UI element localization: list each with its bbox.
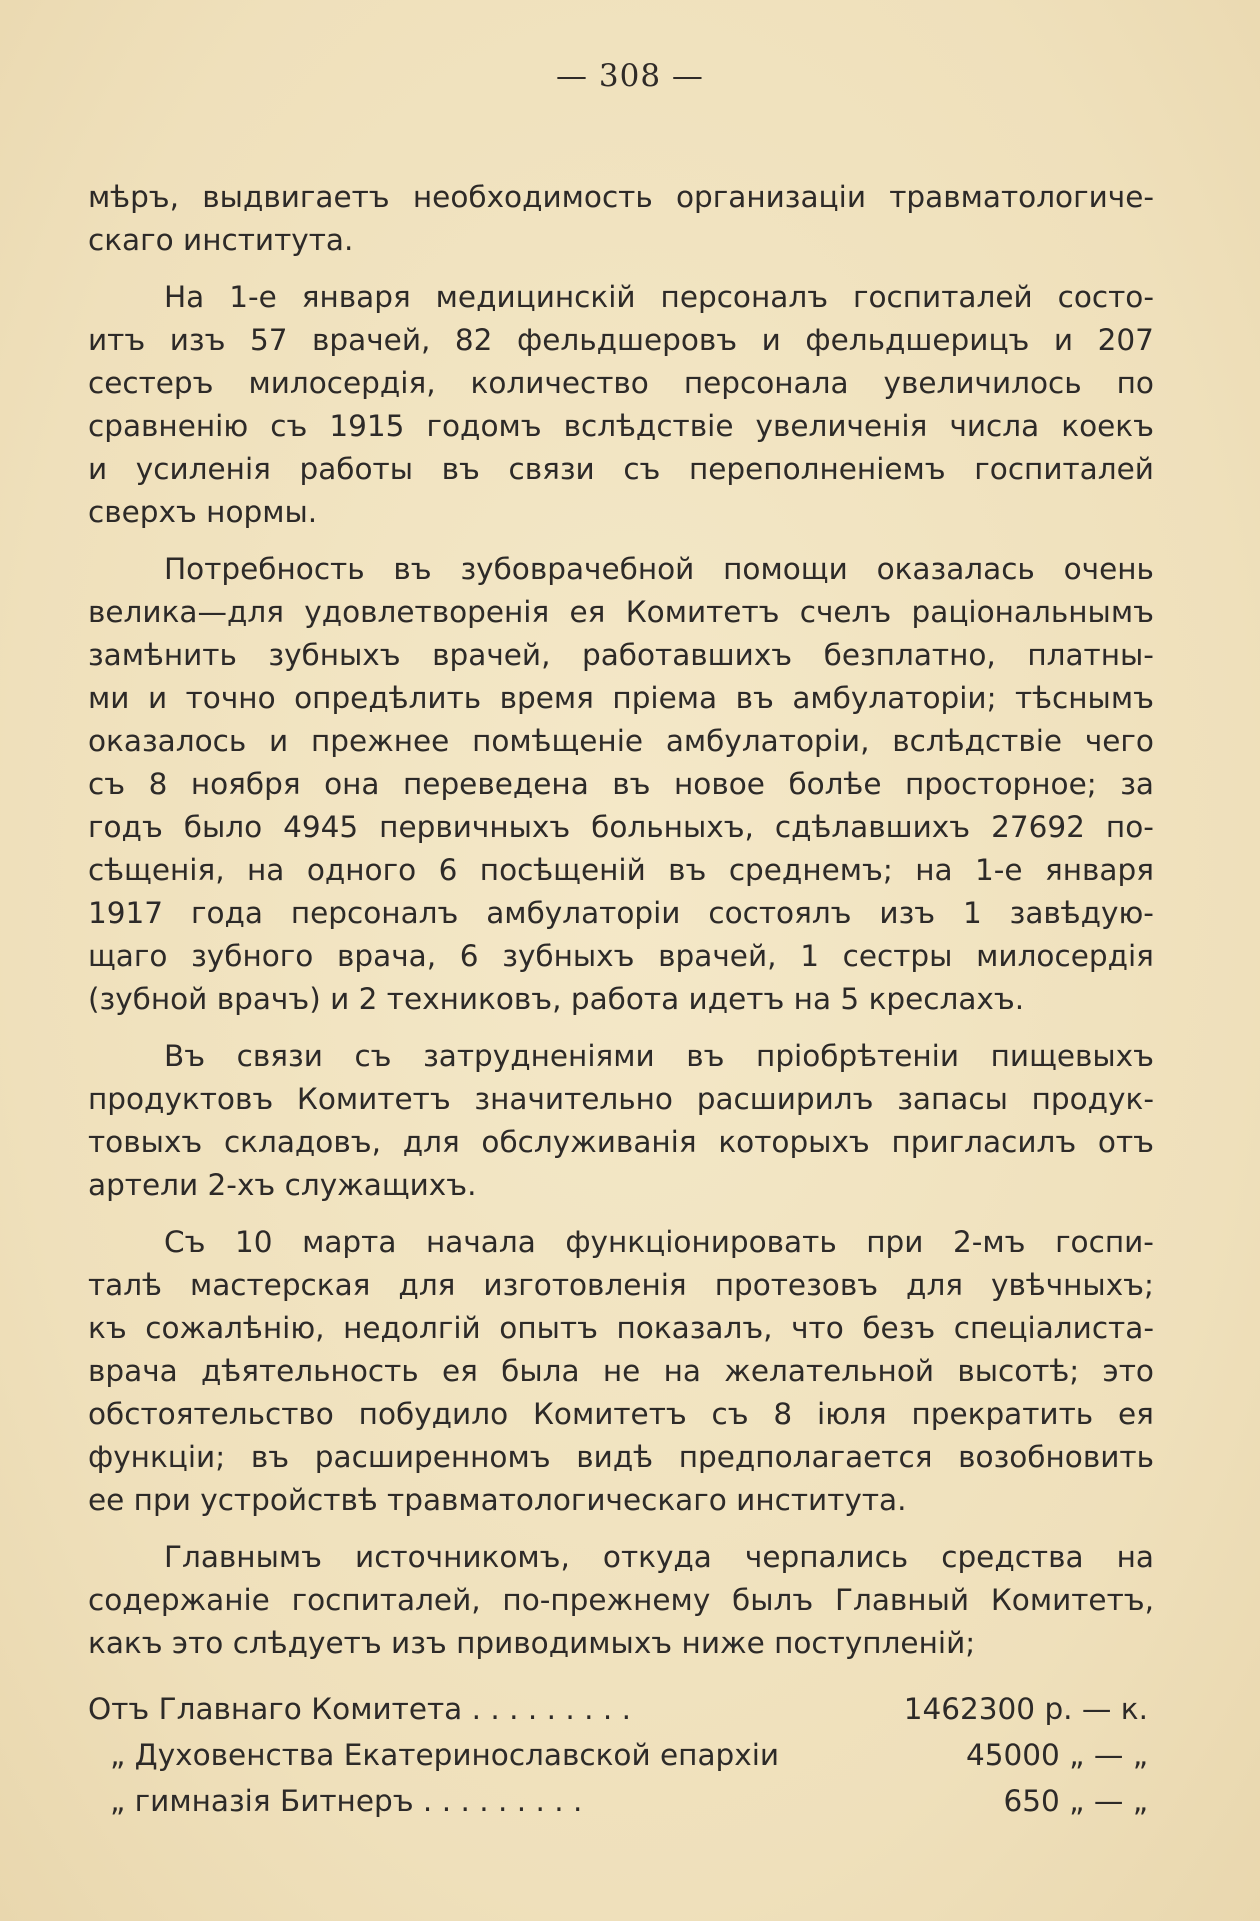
- word: въ: [250, 1440, 290, 1474]
- word: точно: [185, 681, 276, 715]
- word: съ: [88, 767, 126, 801]
- word: для: [402, 1125, 460, 1159]
- word: врача: [88, 1354, 178, 1388]
- word: среднемъ;: [728, 853, 893, 887]
- word: мѣръ,: [88, 180, 180, 214]
- word: средства: [941, 1540, 1084, 1574]
- word: 82: [454, 323, 493, 357]
- word: и: [147, 681, 168, 715]
- word: съ: [623, 452, 661, 486]
- paragraph-gap: [88, 1207, 1154, 1221]
- receipt-amount: 45000 „ — „: [965, 1738, 1148, 1772]
- word: увеличенія: [755, 409, 928, 443]
- word: продук-: [1031, 1082, 1154, 1116]
- text-line: [88, 1078, 1154, 1121]
- word: 8: [773, 1397, 793, 1431]
- word: новое: [674, 767, 765, 801]
- text-line: [88, 1264, 1154, 1307]
- text-line: [88, 720, 1154, 763]
- word: 1: [800, 939, 819, 973]
- word: и: [269, 724, 289, 758]
- word: 8: [148, 767, 168, 801]
- word: по-: [1105, 810, 1154, 844]
- word: ми: [88, 681, 130, 715]
- word: сѣщенія,: [88, 853, 225, 887]
- word: въ: [612, 767, 651, 801]
- word: что: [791, 1311, 844, 1345]
- paragraph-gap: [88, 1021, 1154, 1035]
- word: желательной: [724, 1354, 935, 1388]
- word: одного: [306, 853, 417, 887]
- word: 1917: [88, 896, 164, 930]
- word: 1915: [329, 409, 405, 443]
- word: переведена: [403, 767, 589, 801]
- word: для: [398, 1268, 456, 1302]
- word: 4945: [283, 810, 359, 844]
- word: года: [190, 896, 263, 930]
- paragraph: [88, 1536, 1154, 1665]
- receipt-source: „ гимназія Битнеръ . . . . . . . . .: [110, 1784, 583, 1818]
- word: просторное;: [905, 767, 1097, 801]
- word: усиленія: [135, 452, 271, 486]
- paragraph-gap: [88, 1522, 1154, 1536]
- receipt-amount: 1462300 р. — к.: [903, 1692, 1148, 1726]
- word: зубныхъ: [268, 638, 401, 672]
- word: итъ: [88, 323, 146, 357]
- word: Потребность: [164, 552, 365, 586]
- word: къ: [88, 1311, 127, 1345]
- word: 6: [438, 853, 458, 887]
- word: сравненію: [88, 409, 249, 443]
- word: велика—для: [88, 595, 284, 629]
- text-line: скаго института.: [88, 223, 354, 257]
- word: зубного: [191, 939, 314, 973]
- word: раціональнымъ: [911, 595, 1154, 629]
- word: тѣснымъ: [1015, 681, 1154, 715]
- word: въ: [441, 452, 480, 486]
- word: сожалѣнію,: [145, 1311, 325, 1345]
- word: щаго: [88, 939, 168, 973]
- word: 2-мъ: [953, 1225, 1026, 1259]
- word: продуктовъ: [88, 1082, 274, 1116]
- word: откуда: [602, 1540, 712, 1574]
- word: врачей,: [312, 323, 431, 357]
- word: съ: [711, 1397, 749, 1431]
- text-line: [88, 319, 1154, 362]
- word: выдвигаетъ: [202, 180, 390, 214]
- word: оказалось: [88, 724, 247, 758]
- word: при: [866, 1225, 924, 1259]
- word: съ: [354, 1039, 392, 1073]
- word: 10: [235, 1225, 273, 1259]
- text-line: [88, 935, 1154, 978]
- text-line: [88, 892, 1154, 935]
- text-line: [88, 849, 1154, 892]
- word: дѣятельность: [201, 1354, 419, 1388]
- word: было: [183, 810, 263, 844]
- word: зубныхъ: [502, 939, 635, 973]
- word: госпи-: [1055, 1225, 1154, 1259]
- word: чего: [1084, 724, 1154, 758]
- word: по: [1116, 366, 1154, 400]
- word: былъ: [732, 1583, 814, 1617]
- word: возобновить: [958, 1440, 1154, 1474]
- word: сдѣлавшихъ: [774, 810, 971, 844]
- word: персоналъ: [290, 896, 459, 930]
- word: Главный: [835, 1583, 970, 1617]
- word: милосердія,: [248, 366, 436, 400]
- word: работавшихъ: [581, 638, 793, 672]
- word: пищевыхъ: [990, 1039, 1154, 1073]
- word: 207: [1097, 323, 1154, 357]
- body-text: [88, 176, 1154, 1665]
- word: 6: [459, 939, 479, 973]
- text-line: [88, 448, 1154, 491]
- word: 1-е: [229, 280, 277, 314]
- word: товыхъ: [88, 1125, 203, 1159]
- word: Комитетъ,: [990, 1583, 1154, 1617]
- word: января: [301, 280, 411, 314]
- word: помѣщеніе: [472, 724, 644, 758]
- word: посѣщеній: [479, 853, 646, 887]
- word: отъ: [1097, 1125, 1154, 1159]
- word: складовъ,: [223, 1125, 381, 1159]
- text-line: [88, 634, 1154, 677]
- word: черпались: [744, 1540, 909, 1574]
- word: спеціалиста-: [953, 1311, 1154, 1345]
- word: это: [1102, 1354, 1154, 1388]
- word: была: [501, 1354, 580, 1388]
- word: счелъ: [799, 595, 892, 629]
- text-line: (зубной врачъ) и 2 техниковъ, работа идетъ на 5 креслахъ.: [88, 982, 1025, 1016]
- text-line: [88, 1350, 1154, 1393]
- text-line: [88, 677, 1154, 720]
- word: количество: [470, 366, 649, 400]
- word: она: [324, 767, 380, 801]
- receipt-row: [88, 1778, 1148, 1824]
- word: 1: [962, 896, 982, 930]
- text-line: [88, 276, 1154, 319]
- word: ея: [441, 1354, 478, 1388]
- word: затрудненіями: [423, 1039, 655, 1073]
- word: переполненіемъ: [688, 452, 946, 486]
- text-line: [88, 176, 1154, 219]
- word: запасы: [897, 1082, 1008, 1116]
- word: расширилъ: [696, 1082, 874, 1116]
- paragraph-gap: [88, 262, 1154, 276]
- word: Комитетъ: [296, 1082, 451, 1116]
- text-line: [88, 591, 1154, 634]
- receipt-amount: 650 „ — „: [1003, 1784, 1148, 1818]
- word: персоналъ: [660, 280, 829, 314]
- word: источникомъ,: [355, 1540, 570, 1574]
- word: опредѣлить: [294, 681, 482, 715]
- text-line: [88, 1121, 1154, 1164]
- word: и: [88, 452, 108, 486]
- word: прежнее: [310, 724, 450, 758]
- word: опытъ: [499, 1311, 598, 1345]
- word: медицинскій: [435, 280, 636, 314]
- word: годъ: [88, 810, 163, 844]
- word: амбулаторіи,: [665, 724, 870, 758]
- text-line: [88, 1221, 1154, 1264]
- word: изъ: [169, 323, 226, 357]
- word: обслуживанія: [481, 1125, 697, 1159]
- receipt-row: [88, 1732, 1148, 1778]
- word: на: [1116, 1540, 1154, 1574]
- word: мастерская: [189, 1268, 371, 1302]
- word: 57: [249, 323, 288, 357]
- text-line: [88, 362, 1154, 405]
- word: недолгій: [343, 1311, 481, 1345]
- word: пріема: [612, 681, 718, 715]
- word: амбулаторіи: [486, 896, 681, 930]
- word: врачей,: [658, 939, 777, 973]
- word: Комитетъ: [625, 595, 780, 629]
- word: врача,: [337, 939, 437, 973]
- word: безъ: [862, 1311, 936, 1345]
- word: Съ: [164, 1225, 206, 1259]
- word: врачей,: [432, 638, 551, 672]
- word: предполагается: [678, 1440, 933, 1474]
- text-line: [88, 405, 1154, 448]
- word: Комитетъ: [532, 1397, 687, 1431]
- word: пріобрѣтеніи: [756, 1039, 960, 1073]
- word: іюля: [817, 1397, 887, 1431]
- paragraph: [88, 176, 1154, 262]
- word: и: [761, 323, 781, 357]
- word: побудило: [358, 1397, 509, 1431]
- word: изъ: [879, 896, 936, 930]
- paragraph: [88, 548, 1154, 1021]
- word: Главнымъ: [164, 1540, 322, 1574]
- word: по-прежнему: [502, 1583, 711, 1617]
- text-line: [88, 1536, 1154, 1579]
- word: безплатно,: [823, 638, 996, 672]
- word: съ: [270, 409, 308, 443]
- word: за: [1120, 767, 1154, 801]
- word: состоялъ: [708, 896, 852, 930]
- word: которыхъ: [718, 1125, 870, 1159]
- page-number: — 308 —: [556, 58, 704, 94]
- receipt-source: „ Духовенства Екатеринославской епархіи: [110, 1738, 780, 1772]
- text-line: [88, 763, 1154, 806]
- text-line: [88, 1393, 1154, 1436]
- word: платны-: [1027, 638, 1154, 672]
- word: вслѣдствіе: [563, 409, 734, 443]
- word: въ: [668, 853, 707, 887]
- text-line: [88, 1436, 1154, 1479]
- word: госпиталей: [853, 280, 1033, 314]
- word: организаціи: [675, 180, 867, 214]
- word: сестры: [842, 939, 953, 973]
- word: замѣнить: [88, 638, 237, 672]
- word: амбулаторіи;: [792, 681, 997, 715]
- receipt-source: Отъ Главнаго Комитета . . . . . . . . .: [88, 1692, 632, 1726]
- word: первичныхъ: [379, 810, 571, 844]
- word: состо-: [1057, 280, 1154, 314]
- word: помощи: [723, 552, 848, 586]
- word: болѣе: [788, 767, 882, 801]
- word: и: [1053, 323, 1074, 357]
- word: расширенномъ: [314, 1440, 551, 1474]
- word: ноября: [190, 767, 301, 801]
- word: госпиталей: [974, 452, 1154, 486]
- word: очень: [1063, 552, 1154, 586]
- word: зубоврачебной: [460, 552, 695, 586]
- word: Въ: [164, 1039, 206, 1073]
- text-line: [88, 1307, 1154, 1350]
- receipts-list: [88, 1686, 1148, 1824]
- word: не: [602, 1354, 641, 1388]
- word: на: [247, 853, 285, 887]
- word: 1-е: [975, 853, 1023, 887]
- word: числа: [949, 409, 1040, 443]
- word: необходимость: [412, 180, 653, 214]
- word: ея: [569, 595, 606, 629]
- word: января: [1045, 853, 1154, 887]
- word: милосердія: [976, 939, 1154, 973]
- word: функціи;: [88, 1440, 226, 1474]
- text-line: [88, 548, 1154, 591]
- word: удовлетворенія: [304, 595, 550, 629]
- paragraph: [88, 1221, 1154, 1522]
- text-line: [88, 1579, 1154, 1622]
- word: больныхъ,: [591, 810, 754, 844]
- text-line: ее при устройствѣ травматологическаго института.: [88, 1483, 907, 1517]
- word: прекратить: [911, 1397, 1094, 1431]
- word: пригласилъ: [891, 1125, 1077, 1159]
- word: для: [906, 1268, 964, 1302]
- paragraph: [88, 276, 1154, 534]
- word: завѣдую-: [1009, 896, 1154, 930]
- word: сестеръ: [88, 366, 214, 400]
- word: фельдшерицъ: [805, 323, 1030, 357]
- word: связи: [236, 1039, 323, 1073]
- word: персонала: [683, 366, 849, 400]
- word: оказалась: [876, 552, 1035, 586]
- word: госпиталей,: [291, 1583, 481, 1617]
- word: въ: [735, 681, 774, 715]
- word: 27692: [991, 810, 1085, 844]
- word: показалъ,: [616, 1311, 773, 1345]
- word: талѣ: [88, 1268, 162, 1302]
- word: содержаніе: [88, 1583, 270, 1617]
- word: увѣчныхъ;: [991, 1268, 1154, 1302]
- text-line: артели 2-хъ служащихъ.: [88, 1168, 477, 1202]
- word: ея: [1118, 1397, 1154, 1431]
- word: на: [915, 853, 953, 887]
- word: увеличилось: [883, 366, 1082, 400]
- word: травматологиче-: [889, 180, 1154, 214]
- word: На: [164, 280, 205, 314]
- word: обстоятельство: [88, 1397, 334, 1431]
- word: на: [663, 1354, 701, 1388]
- text-line: [88, 1035, 1154, 1078]
- word: изготовленія: [483, 1268, 687, 1302]
- word: время: [499, 681, 594, 715]
- paragraph-gap: [88, 534, 1154, 548]
- word: годомъ: [426, 409, 542, 443]
- word: марта: [302, 1225, 397, 1259]
- word: въ: [393, 552, 432, 586]
- word: значительно: [474, 1082, 673, 1116]
- word: протезовъ: [714, 1268, 879, 1302]
- word: работы: [299, 452, 414, 486]
- word: вслѣдствіе: [892, 724, 1063, 758]
- word: видѣ: [576, 1440, 654, 1474]
- word: функціонировать: [565, 1225, 837, 1259]
- word: фельдшеровъ: [516, 323, 738, 357]
- receipt-row: [88, 1686, 1148, 1732]
- word: высотѣ;: [957, 1354, 1080, 1388]
- word: начала: [425, 1225, 536, 1259]
- text-line: [88, 806, 1154, 849]
- text-line: какъ это слѣдуетъ изъ приводимыхъ ниже поступленій;: [88, 1626, 976, 1660]
- word: связи: [508, 452, 595, 486]
- text-line: сверхъ нормы.: [88, 495, 318, 529]
- word: въ: [686, 1039, 725, 1073]
- word: коекъ: [1061, 409, 1154, 443]
- paragraph: [88, 1035, 1154, 1207]
